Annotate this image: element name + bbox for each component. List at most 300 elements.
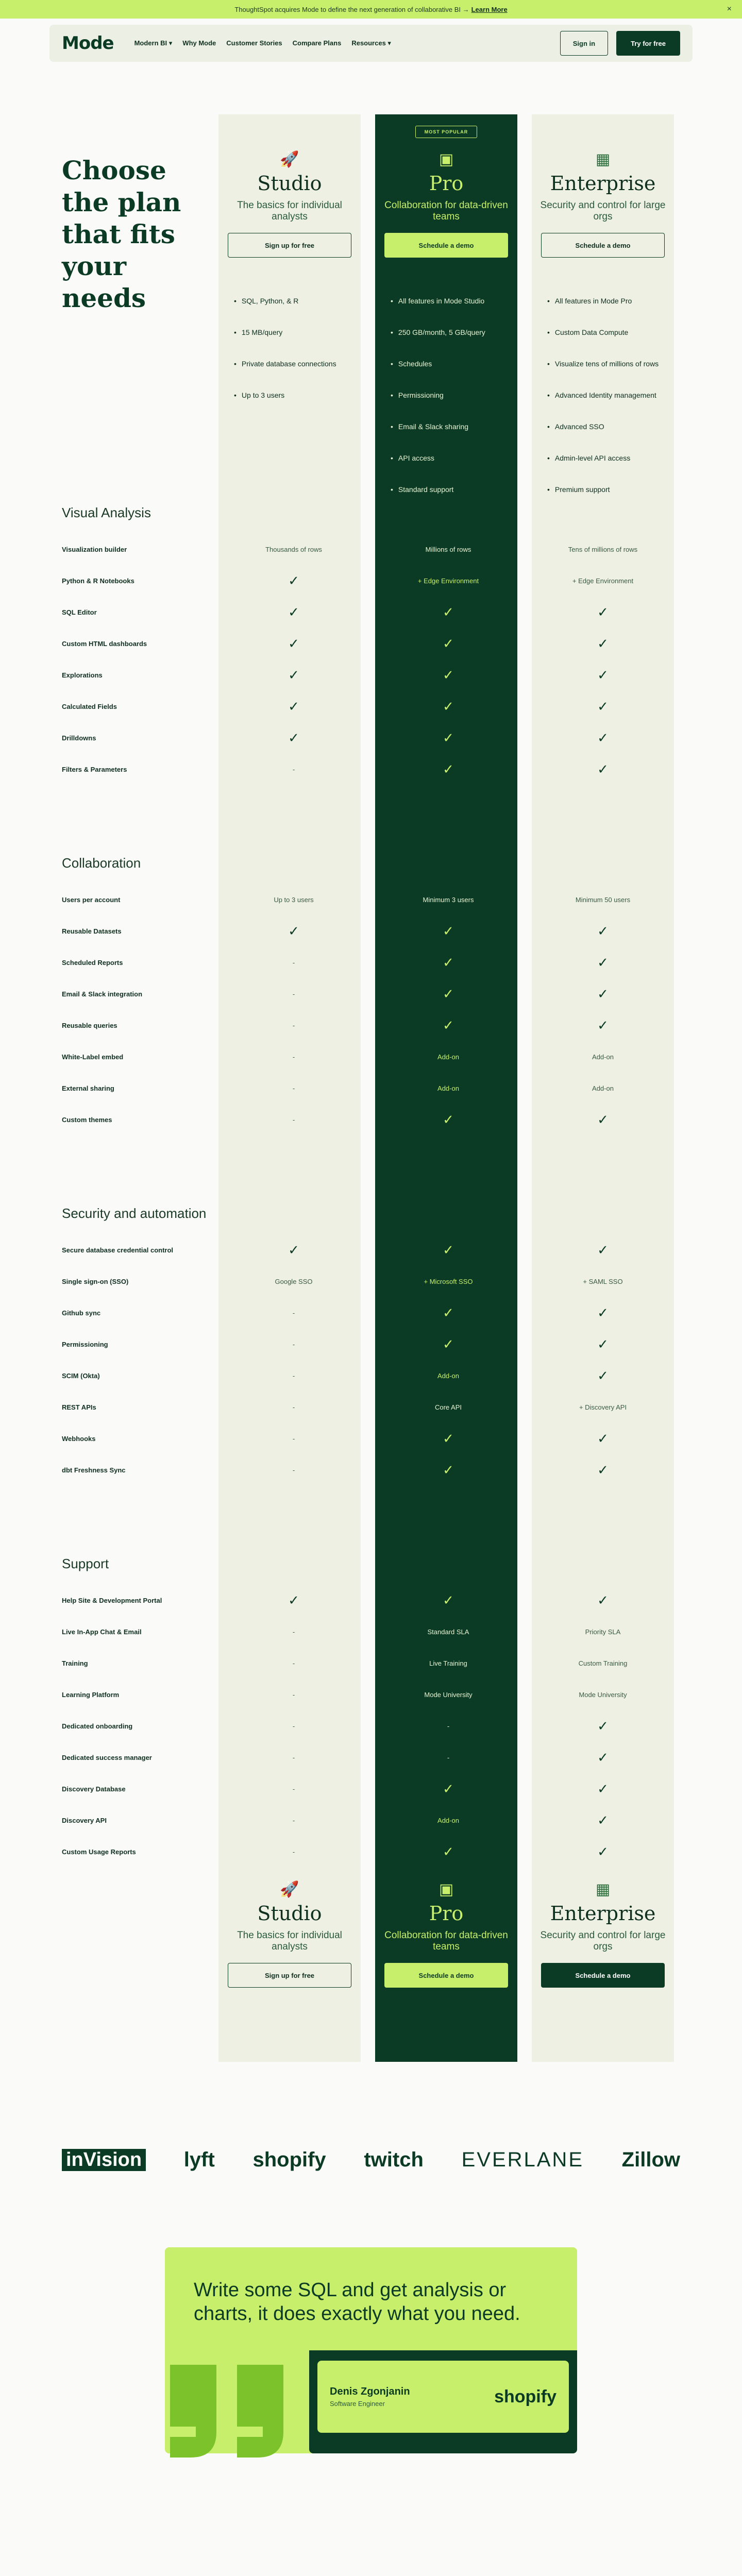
check-icon bbox=[216, 1242, 371, 1258]
feature-label: Dedicated onboarding bbox=[62, 1722, 133, 1730]
section-title: Collaboration bbox=[62, 855, 141, 871]
plan-desc: Collaboration for data-driven teams bbox=[384, 200, 508, 222]
table-row bbox=[62, 1679, 680, 1710]
cell-value: Minimum 3 users bbox=[423, 896, 474, 904]
cell-value: - bbox=[292, 1341, 295, 1348]
banner-text: ThoughtSpot acquires Mode to define the next generation of collaborative BI → bbox=[234, 5, 469, 13]
feature-label: Learning Platform bbox=[62, 1691, 120, 1699]
pro-feature-list bbox=[375, 297, 517, 517]
check-icon: ✓ bbox=[443, 955, 454, 970]
plan-name: Studio bbox=[257, 172, 322, 195]
check-icon: ✓ bbox=[443, 636, 454, 651]
section-title: Support bbox=[62, 1556, 109, 1571]
studio-feature-list bbox=[218, 297, 361, 422]
check-icon: ✓ bbox=[597, 761, 609, 777]
author-name: Denis Zgonjanin bbox=[330, 2386, 410, 2397]
pro-plan-footer bbox=[375, 1880, 517, 1988]
main-nav bbox=[49, 25, 693, 62]
check-icon: ✓ bbox=[597, 1781, 609, 1797]
nav-compare-plans[interactable]: Compare Plans bbox=[292, 39, 342, 47]
check-icon bbox=[526, 1781, 680, 1797]
cell-value: - bbox=[292, 1084, 295, 1092]
list-item: • Advanced Identity management bbox=[547, 391, 674, 422]
table-row bbox=[62, 1742, 680, 1773]
check-icon bbox=[371, 955, 526, 971]
check-icon: ✓ bbox=[597, 1592, 609, 1608]
feature-label: Single sign-on (SSO) bbox=[62, 1278, 129, 1285]
list-item: • Permissioning bbox=[391, 391, 517, 422]
check-icon: ✓ bbox=[597, 955, 609, 970]
check-icon: ✓ bbox=[288, 573, 299, 588]
check-icon: ✓ bbox=[288, 667, 299, 683]
check-icon bbox=[371, 923, 526, 939]
feature-label: Filters & Parameters bbox=[62, 766, 127, 773]
check-icon bbox=[216, 699, 371, 715]
cell-value: + Edge Environment bbox=[572, 577, 634, 585]
cell-value: Google SSO bbox=[275, 1278, 313, 1285]
shopify-logo: shopify bbox=[494, 2386, 556, 2406]
plan-desc: The basics for individual analysts bbox=[237, 1930, 342, 1952]
check-icon: ✓ bbox=[288, 1592, 299, 1608]
feature-label: Webhooks bbox=[62, 1435, 96, 1443]
studio-plan-footer bbox=[218, 1880, 361, 1988]
check-icon: ✓ bbox=[597, 1844, 609, 1859]
feature-label: Permissioning bbox=[62, 1341, 108, 1348]
try-free-button[interactable]: Try for free bbox=[616, 31, 680, 56]
cell-value: Mode University bbox=[579, 1691, 627, 1699]
check-icon bbox=[526, 1431, 680, 1447]
cell-value: Add-on bbox=[437, 1084, 459, 1092]
feature-label: White-Label embed bbox=[62, 1053, 124, 1061]
cell-value: - bbox=[292, 1116, 295, 1124]
cell-value: - bbox=[292, 1817, 295, 1824]
check-icon: ✓ bbox=[597, 1112, 609, 1127]
check-icon bbox=[526, 604, 680, 620]
feature-label: External sharing bbox=[62, 1084, 114, 1092]
check-icon bbox=[526, 1305, 680, 1321]
table-row bbox=[62, 565, 680, 597]
table-row bbox=[62, 1073, 680, 1104]
check-icon bbox=[371, 699, 526, 715]
cell-value: Standard SLA bbox=[427, 1628, 469, 1636]
check-icon: ✓ bbox=[443, 1431, 454, 1446]
feature-label: Dedicated success manager bbox=[62, 1754, 152, 1761]
cell-value: + Discovery API bbox=[579, 1403, 627, 1411]
check-icon bbox=[526, 1718, 680, 1734]
cell-value: - bbox=[292, 1053, 295, 1061]
check-icon: ✓ bbox=[288, 636, 299, 651]
feature-label: Visualization builder bbox=[62, 546, 127, 553]
feature-label: Reusable Datasets bbox=[62, 927, 122, 935]
check-icon: ✓ bbox=[597, 923, 609, 939]
cell-value: + Edge Environment bbox=[417, 577, 479, 585]
check-icon: ✓ bbox=[443, 1018, 454, 1033]
list-item: • 15 MB/query bbox=[234, 328, 361, 360]
feature-label: Custom HTML dashboards bbox=[62, 640, 147, 648]
cell-value: + SAML SSO bbox=[583, 1278, 623, 1285]
table-row bbox=[62, 1234, 680, 1266]
check-icon bbox=[526, 986, 680, 1002]
cell-value: - bbox=[292, 1848, 295, 1856]
list-item: • Schedules bbox=[391, 360, 517, 391]
team-icon: ▣ bbox=[439, 1881, 454, 1898]
lyft-logo: lyft bbox=[183, 2148, 215, 2171]
cell-value: Add-on bbox=[437, 1053, 459, 1061]
section-title: Visual Analysis bbox=[62, 505, 151, 520]
feature-label: Custom themes bbox=[62, 1116, 112, 1124]
table-row bbox=[62, 1010, 680, 1041]
check-icon: ✓ bbox=[597, 1431, 609, 1446]
check-icon: ✓ bbox=[597, 667, 609, 683]
check-icon bbox=[371, 636, 526, 652]
cell-value: - bbox=[292, 1785, 295, 1793]
check-icon: ✓ bbox=[597, 1812, 609, 1828]
check-icon: ✓ bbox=[597, 730, 609, 745]
feature-label: dbt Freshness Sync bbox=[62, 1466, 126, 1474]
table-row bbox=[62, 916, 680, 947]
table-row bbox=[62, 1266, 680, 1297]
check-icon: ✓ bbox=[443, 1112, 454, 1127]
customer-logos bbox=[62, 2148, 680, 2172]
plan-name: Studio bbox=[257, 1902, 322, 1925]
table-row bbox=[62, 722, 680, 754]
check-icon: ✓ bbox=[443, 761, 454, 777]
table-row bbox=[62, 1392, 680, 1423]
team-icon: ▣ bbox=[439, 151, 454, 168]
quote-mark-icon bbox=[165, 2360, 294, 2463]
cell-value: - bbox=[292, 1435, 295, 1443]
check-icon: ✓ bbox=[443, 1336, 454, 1352]
cell-value: - bbox=[292, 1659, 295, 1667]
everlane-logo: EVERLANE bbox=[461, 2148, 584, 2171]
table-row bbox=[62, 628, 680, 659]
check-icon bbox=[526, 1018, 680, 1033]
table-row bbox=[62, 1616, 680, 1648]
check-icon bbox=[526, 923, 680, 939]
cell-value: + Microsoft SSO bbox=[424, 1278, 473, 1285]
cell-value: - bbox=[292, 1403, 295, 1411]
feature-label: Drilldowns bbox=[62, 734, 96, 742]
building-icon: ▦ bbox=[595, 151, 611, 168]
learn-more-link[interactable]: Learn More bbox=[471, 5, 508, 13]
list-item: • Premium support bbox=[547, 485, 674, 517]
check-icon: ✓ bbox=[597, 1242, 609, 1258]
check-icon: ✓ bbox=[443, 604, 454, 620]
check-icon bbox=[526, 1812, 680, 1828]
cell-value: - bbox=[292, 959, 295, 967]
list-item: • Advanced SSO bbox=[547, 422, 674, 454]
table-row bbox=[62, 1360, 680, 1392]
pro-demo-button[interactable]: Schedule a demo bbox=[384, 1963, 508, 1988]
table-row bbox=[62, 534, 680, 565]
check-icon: ✓ bbox=[443, 1242, 454, 1258]
check-icon bbox=[371, 1462, 526, 1478]
check-icon: ✓ bbox=[443, 1305, 454, 1320]
list-item: • Up to 3 users bbox=[234, 391, 361, 422]
check-icon: ✓ bbox=[443, 699, 454, 714]
testimonial-author-block bbox=[309, 2350, 577, 2453]
table-row bbox=[62, 978, 680, 1010]
check-icon: ✓ bbox=[288, 730, 299, 745]
cell-value: - bbox=[447, 1754, 450, 1761]
check-icon: ✓ bbox=[597, 1336, 609, 1352]
feature-label: Custom Usage Reports bbox=[62, 1848, 136, 1856]
table-row bbox=[62, 1041, 680, 1073]
table-row bbox=[62, 947, 680, 978]
cell-value: - bbox=[292, 1722, 295, 1730]
sign-in-button[interactable]: Sign in bbox=[560, 31, 608, 56]
studio-signup-button[interactable]: Sign up for free bbox=[228, 1963, 351, 1988]
table-row bbox=[62, 1104, 680, 1136]
list-item: • All features in Mode Pro bbox=[547, 297, 674, 328]
cell-value: - bbox=[292, 1466, 295, 1474]
pro-plan-header bbox=[375, 114, 517, 258]
list-item: • Private database connections bbox=[234, 360, 361, 391]
check-icon bbox=[526, 699, 680, 715]
check-icon bbox=[216, 604, 371, 620]
check-icon bbox=[371, 1242, 526, 1258]
check-icon bbox=[371, 1592, 526, 1608]
table-row bbox=[62, 1329, 680, 1360]
cell-value: - bbox=[292, 1309, 295, 1317]
plan-name: Pro bbox=[429, 172, 464, 195]
enterprise-plan-header bbox=[532, 114, 674, 258]
plan-name: Pro bbox=[429, 1902, 464, 1925]
check-icon: ✓ bbox=[443, 1462, 454, 1478]
check-icon: ✓ bbox=[443, 923, 454, 939]
table-row bbox=[62, 1773, 680, 1805]
rocket-icon: 🚀 bbox=[280, 1881, 299, 1898]
shopify-logo: shopify bbox=[252, 2148, 326, 2171]
check-icon bbox=[526, 1368, 680, 1384]
feature-label: Explorations bbox=[62, 671, 103, 679]
check-icon: ✓ bbox=[597, 1305, 609, 1320]
check-icon bbox=[371, 1781, 526, 1797]
check-icon bbox=[371, 730, 526, 746]
feature-label: Secure database credential control bbox=[62, 1246, 174, 1254]
enterprise-demo-button[interactable]: Schedule a demo bbox=[541, 233, 665, 258]
check-icon bbox=[371, 761, 526, 777]
feature-label: SCIM (Okta) bbox=[62, 1372, 100, 1380]
list-item: • 250 GB/month, 5 GB/query bbox=[391, 328, 517, 360]
check-icon: ✓ bbox=[597, 986, 609, 1002]
list-item: • Email & Slack sharing bbox=[391, 422, 517, 454]
studio-plan-header bbox=[218, 114, 361, 258]
check-icon: ✓ bbox=[597, 1368, 609, 1383]
table-row bbox=[62, 1710, 680, 1742]
table-row bbox=[62, 597, 680, 628]
feature-label: Discovery API bbox=[62, 1817, 107, 1824]
check-icon: ✓ bbox=[288, 699, 299, 714]
check-icon bbox=[216, 923, 371, 939]
feature-label: Training bbox=[62, 1659, 88, 1667]
check-icon: ✓ bbox=[597, 1750, 609, 1765]
nav-resources[interactable]: Resources ▾ bbox=[351, 39, 391, 47]
check-icon bbox=[526, 1592, 680, 1608]
studio-signup-button[interactable]: Sign up for free bbox=[228, 233, 351, 258]
feature-label: Users per account bbox=[62, 896, 121, 904]
cell-value: Up to 3 users bbox=[274, 896, 314, 904]
check-icon bbox=[526, 1112, 680, 1128]
section-title: Security and automation bbox=[62, 1206, 207, 1221]
check-icon bbox=[526, 1750, 680, 1766]
check-icon bbox=[216, 667, 371, 683]
nav-modern-bi[interactable]: Modern BI ▾ bbox=[134, 39, 173, 47]
mode-logo[interactable]: Mode bbox=[62, 33, 114, 54]
cell-value: Millions of rows bbox=[425, 546, 471, 553]
zillow-logo: Zillow bbox=[621, 2148, 680, 2171]
plan-desc: Security and control for large orgs bbox=[540, 200, 666, 222]
check-icon bbox=[526, 636, 680, 652]
table-row bbox=[62, 1423, 680, 1454]
feature-label: Python & R Notebooks bbox=[62, 577, 134, 585]
check-icon: ✓ bbox=[443, 1844, 454, 1859]
cell-value: Core API bbox=[434, 1403, 462, 1411]
cell-value: - bbox=[292, 766, 295, 773]
plan-name: Enterprise bbox=[550, 172, 656, 195]
table-row bbox=[62, 1585, 680, 1616]
check-icon bbox=[371, 1431, 526, 1447]
feature-label: Live In-App Chat & Email bbox=[62, 1628, 142, 1636]
table-row bbox=[62, 691, 680, 722]
list-item: • Visualize tens of millions of rows bbox=[547, 360, 674, 391]
cell-value: - bbox=[292, 1628, 295, 1636]
nav-links bbox=[134, 39, 391, 47]
feature-label: Discovery Database bbox=[62, 1785, 126, 1793]
check-icon bbox=[371, 1018, 526, 1033]
feature-label: Help Site & Development Portal bbox=[62, 1597, 162, 1604]
nav-customer-stories[interactable]: Customer Stories bbox=[226, 39, 282, 47]
plan-desc: Collaboration for data-driven teams bbox=[384, 1930, 508, 1952]
check-icon bbox=[216, 1592, 371, 1608]
check-icon bbox=[526, 761, 680, 777]
list-item: • All features in Mode Studio bbox=[391, 297, 517, 328]
check-icon bbox=[526, 667, 680, 683]
cell-value: - bbox=[292, 1022, 295, 1029]
check-icon bbox=[371, 986, 526, 1002]
announcement-banner bbox=[0, 0, 742, 19]
cell-value: Add-on bbox=[437, 1372, 459, 1380]
check-icon: ✓ bbox=[443, 667, 454, 683]
plan-desc: Security and control for large orgs bbox=[540, 1930, 666, 1952]
cell-value: - bbox=[447, 1722, 450, 1730]
page-title: Choose the plan that fits your needs bbox=[62, 155, 181, 313]
nav-why-mode[interactable]: Why Mode bbox=[182, 39, 216, 47]
cell-value: Add-on bbox=[437, 1817, 459, 1824]
feature-label: SQL Editor bbox=[62, 608, 97, 616]
check-icon bbox=[526, 730, 680, 746]
enterprise-feature-list bbox=[532, 297, 674, 517]
check-icon: ✓ bbox=[597, 636, 609, 651]
check-icon: ✓ bbox=[597, 604, 609, 620]
table-row bbox=[62, 1297, 680, 1329]
cell-value: Add-on bbox=[592, 1084, 614, 1092]
close-icon[interactable]: × bbox=[727, 5, 732, 13]
cell-value: Live Training bbox=[429, 1659, 467, 1667]
check-icon bbox=[526, 955, 680, 971]
check-icon: ✓ bbox=[597, 1718, 609, 1734]
check-icon bbox=[371, 667, 526, 683]
list-item: • Custom Data Compute bbox=[547, 328, 674, 360]
check-icon bbox=[526, 1844, 680, 1860]
cell-value: - bbox=[292, 1754, 295, 1761]
feature-label: Github sync bbox=[62, 1309, 101, 1317]
table-row bbox=[62, 1454, 680, 1486]
table-row bbox=[62, 754, 680, 785]
check-icon: ✓ bbox=[443, 1781, 454, 1797]
cell-value: - bbox=[292, 1372, 295, 1380]
author-role: Software Engineer bbox=[330, 2400, 385, 2408]
check-icon bbox=[216, 636, 371, 652]
feature-label: Scheduled Reports bbox=[62, 959, 123, 967]
check-icon: ✓ bbox=[288, 604, 299, 620]
plan-name: Enterprise bbox=[550, 1902, 656, 1925]
cell-value: Priority SLA bbox=[585, 1628, 621, 1636]
check-icon: ✓ bbox=[443, 1592, 454, 1608]
check-icon bbox=[526, 1462, 680, 1478]
cell-value: Thousands of rows bbox=[265, 546, 322, 553]
invision-logo: inVision bbox=[62, 2149, 146, 2171]
building-icon: ▦ bbox=[595, 1881, 611, 1898]
feature-label: Calculated Fields bbox=[62, 703, 117, 710]
list-item: • Standard support bbox=[391, 485, 517, 517]
list-item: • Admin-level API access bbox=[547, 454, 674, 485]
check-icon bbox=[371, 604, 526, 620]
cell-value: - bbox=[292, 990, 295, 998]
check-icon: ✓ bbox=[288, 1242, 299, 1258]
pro-demo-button[interactable]: Schedule a demo bbox=[384, 233, 508, 258]
rocket-icon: 🚀 bbox=[280, 151, 299, 168]
table-row bbox=[62, 1805, 680, 1836]
check-icon bbox=[371, 1844, 526, 1860]
enterprise-demo-button[interactable]: Schedule a demo bbox=[541, 1963, 665, 1988]
most-popular-badge: MOST POPULAR bbox=[415, 126, 477, 138]
cell-value: Custom Training bbox=[578, 1659, 628, 1667]
check-icon bbox=[216, 730, 371, 746]
plan-desc: The basics for individual analysts bbox=[237, 200, 342, 222]
check-icon: ✓ bbox=[597, 699, 609, 714]
check-icon bbox=[371, 1112, 526, 1128]
feature-label: REST APIs bbox=[62, 1403, 96, 1411]
list-item: • API access bbox=[391, 454, 517, 485]
check-icon bbox=[371, 1305, 526, 1321]
check-icon bbox=[216, 573, 371, 589]
check-icon: ✓ bbox=[443, 986, 454, 1002]
list-item: • SQL, Python, & R bbox=[234, 297, 361, 328]
twitch-logo: twitch bbox=[364, 2148, 424, 2171]
feature-label: Reusable queries bbox=[62, 1022, 117, 1029]
check-icon bbox=[371, 1336, 526, 1352]
check-icon bbox=[526, 1242, 680, 1258]
cell-value: - bbox=[292, 1691, 295, 1699]
table-row bbox=[62, 1836, 680, 1868]
testimonial-quote: Write some SQL and get analysis or charts, it does exactly what you need. bbox=[194, 2279, 520, 2325]
cell-value: Tens of millions of rows bbox=[568, 546, 638, 553]
cell-value: Add-on bbox=[592, 1053, 614, 1061]
check-icon: ✓ bbox=[443, 730, 454, 745]
cell-value: Minimum 50 users bbox=[575, 896, 631, 904]
cell-value: Mode University bbox=[424, 1691, 473, 1699]
check-icon: ✓ bbox=[597, 1462, 609, 1478]
enterprise-plan-footer bbox=[532, 1880, 674, 1988]
table-row bbox=[62, 1648, 680, 1679]
check-icon bbox=[526, 1336, 680, 1352]
check-icon: ✓ bbox=[288, 923, 299, 939]
table-row bbox=[62, 884, 680, 916]
check-icon: ✓ bbox=[597, 1018, 609, 1033]
table-row bbox=[62, 659, 680, 691]
feature-label: Email & Slack integration bbox=[62, 990, 143, 998]
